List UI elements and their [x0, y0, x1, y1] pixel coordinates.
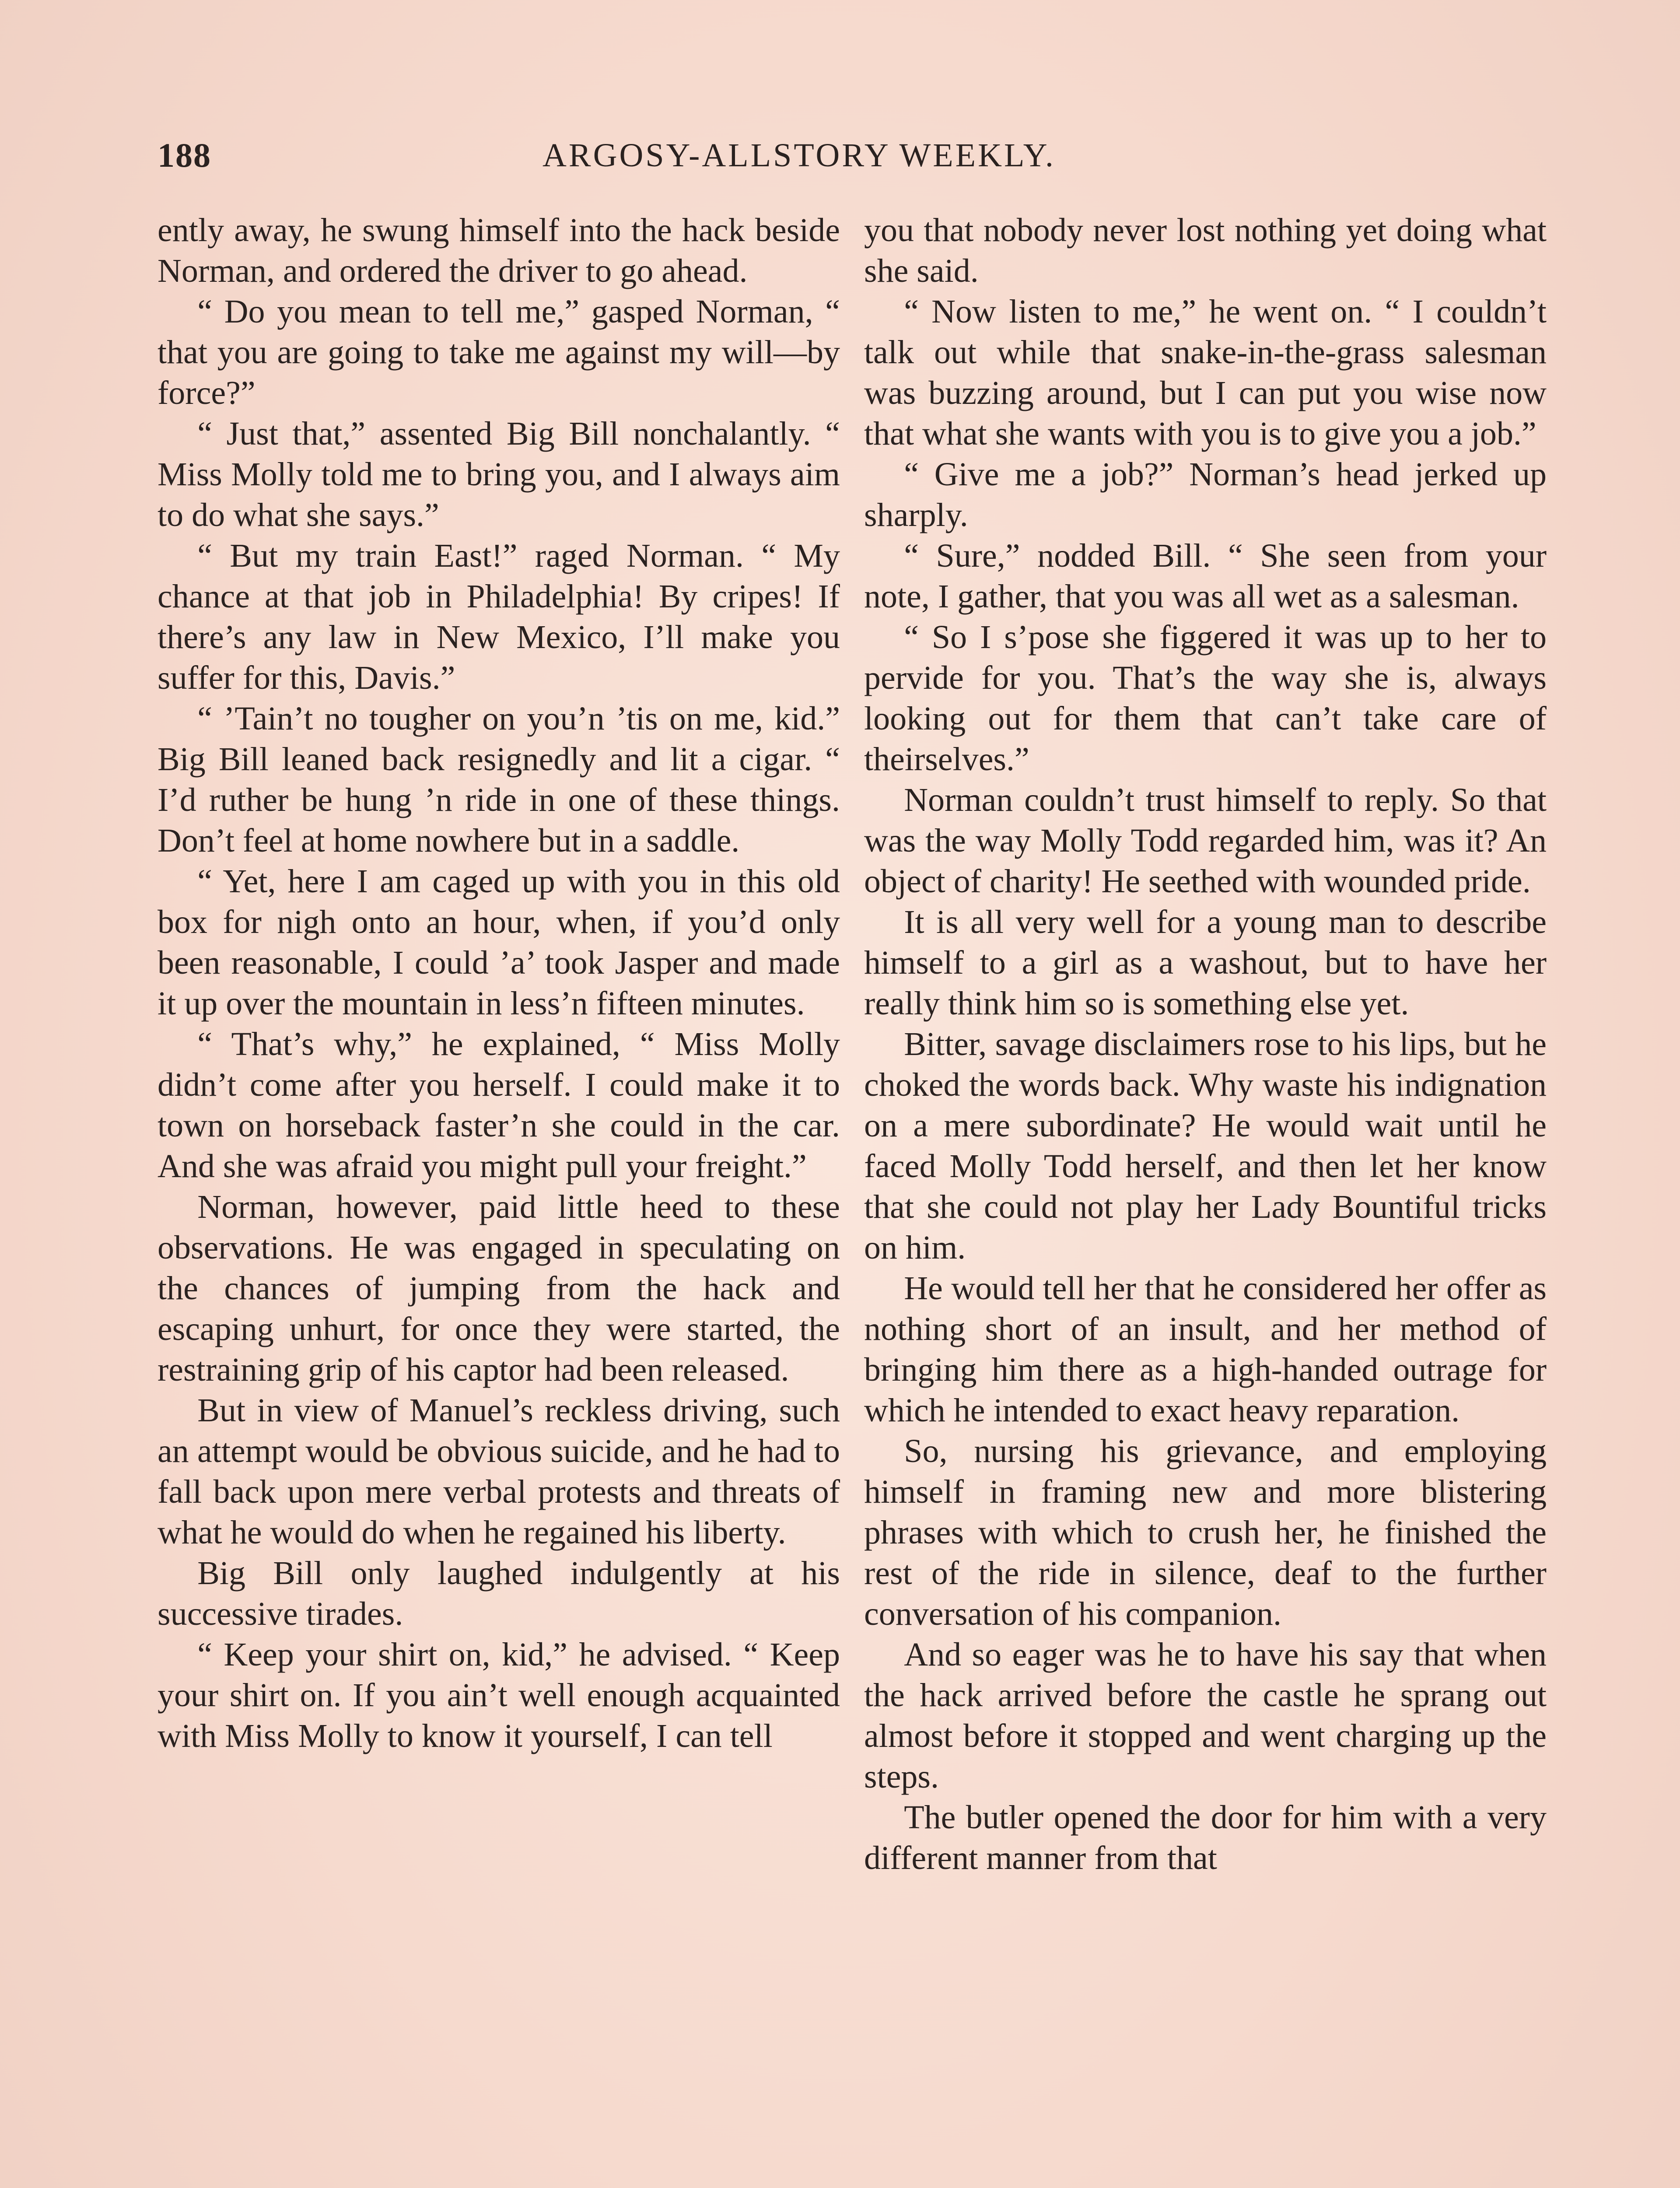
paragraph: So, nursing his grievance, and employing himself in framing new and more blistering phrases with which to crush her, he finished the rest of the ride in silence, deaf to the further conversation of his companion.: [864, 1433, 1547, 1632]
paragraph: “ Just that,” assented Big Bill nonchalantly. “ Miss Molly told me to bring you, and I always aim to do what she says.”: [158, 415, 840, 533]
paragraph: Norman couldn’t trust himself to reply. So that was the way Molly Todd regarded him, was it? An object of charity! He seethed with wounded pride.: [864, 782, 1547, 900]
paragraph: It is all very well for a young man to describe himself to a girl as a washout, but to have her really think him so is something else yet.: [864, 904, 1547, 1022]
paragraph: “ Do you mean to tell me,” gasped Norman, “ that you are going to take me against my will—by force?”: [158, 293, 840, 411]
paragraph: But in view of Manuel’s reckless driving, such an attempt would be obvious suicide, and he had to fall back upon mere verbal protests and threats of what he would do when he regained his liberty.: [158, 1392, 840, 1551]
paragraph: ently away, he swung himself into the hack beside Norman, and ordered the driver to go ahead.: [158, 212, 840, 289]
paragraph: Norman, however, paid little heed to these observations. He was engaged in speculating on the chances of jumping from the hack and escaping unhurt, for once they were started, the restraining grip of his captor had been released.: [158, 1189, 840, 1388]
paragraph: “ Sure,” nodded Bill. “ She seen from your note, I gather, that you was all wet as a salesman.: [864, 537, 1547, 615]
paragraph: “ Yet, here I am caged up with you in this old box for nigh onto an hour, when, if you’d only been reasonable, I could ’a’ took Jasper and made it up over the mountain in less’n fifteen minutes.: [158, 863, 840, 1022]
paragraph: “ Now listen to me,” he went on. “ I couldn’t talk out while that snake-in-the-grass salesman was buzzing around, but I can put you wise now that what she wants with you is to give you a job.”: [864, 293, 1547, 452]
paragraph: “ Give me a job?” Norman’s head jerked up sharply.: [864, 456, 1547, 533]
paragraph: The butler opened the door for him with a very different manner from that: [864, 1799, 1547, 1876]
right-column: [864, 210, 1547, 1879]
running-title: ARGOSY-ALLSTORY WEEKLY.: [542, 137, 1056, 174]
paragraph: And so eager was he to have his say that when the hack arrived before the castle he sprang out almost before it stopped and went charging up the steps.: [864, 1636, 1547, 1795]
page-header: [158, 131, 1558, 179]
page-number: 188: [158, 136, 211, 174]
paragraph: “ But my train East!” raged Norman. “ My chance at that job in Philadelphia! By cripes! If there’s any law in New Mexico, I’ll make you suffer for this, Davis.”: [158, 537, 840, 696]
paragraph: Bitter, savage disclaimers rose to his lips, but he choked the words back. Why waste his indignation on a mere subordinate? He would wait until he faced Molly Todd herself, and then let her know that she could not play her Lady Bountiful tricks on him.: [864, 1026, 1547, 1266]
paragraph: Big Bill only laughed indulgently at his successive tirades.: [158, 1555, 840, 1632]
paragraph: “ Keep your shirt on, kid,” he advised. “ Keep your shirt on. If you ain’t well enough acquainted with Miss Molly to know it yourself, I can tell: [158, 1636, 840, 1754]
left-column: [158, 210, 840, 1757]
paragraph: “ So I s’pose she figgered it was up to her to pervide for you. That’s the way she is, always looking out for them that can’t take care of theirselves.”: [864, 619, 1547, 778]
paragraph: you that nobody never lost nothing yet doing what she said.: [864, 212, 1547, 289]
paragraph: “ ’Tain’t no tougher on you’n ’tis on me, kid.” Big Bill leaned back resignedly and lit a cigar. “ I’d ruther be hung ’n ride in one of these things. Don’t feel at home nowhere but in a saddle.: [158, 700, 840, 859]
paragraph: “ That’s why,” he explained, “ Miss Molly didn’t come after you herself. I could make it to town on horseback faster’n she could in the car. And she was afraid you might pull your freight.”: [158, 1026, 840, 1185]
paragraph: He would tell her that he considered her offer as nothing short of an insult, and her method of bringing him there as a high-handed outrage for which he intended to exact heavy reparation.: [864, 1270, 1547, 1429]
